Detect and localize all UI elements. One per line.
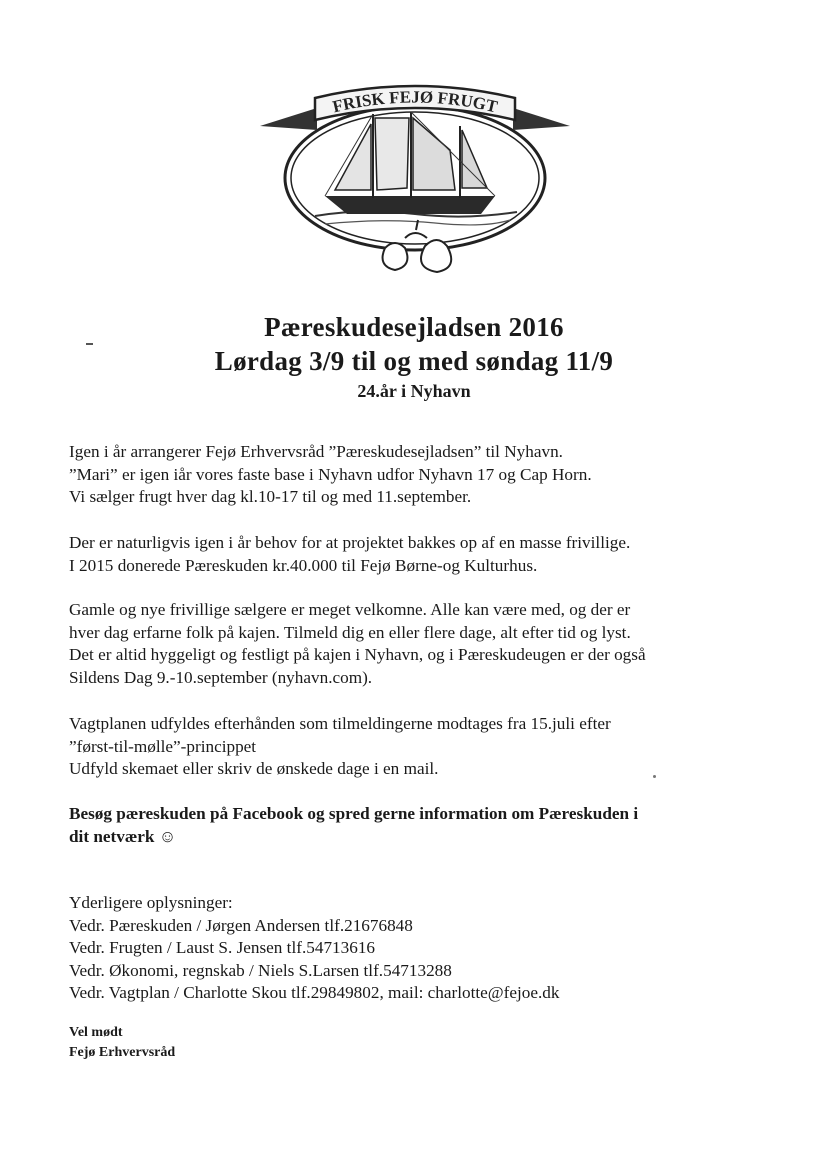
event-dates: Lørdag 3/9 til og med søndag 11/9 — [214, 346, 614, 376]
signoff — [69, 1023, 759, 1063]
text-line: ”først-til-mølle”-princippet — [69, 736, 257, 756]
text-line: Besøg pæreskuden på Facebook og spred gerne information om Pæreskuden i — [69, 804, 639, 823]
sailing-ship-logo — [255, 78, 575, 278]
paragraph-facebook — [69, 803, 759, 848]
text-line: Vi sælger frugt hver dag kl.10-17 til og med 11.september. — [69, 487, 472, 507]
signoff-line: Vel mødt — [69, 1025, 123, 1040]
contact-line: Vedr. Pæreskuden / Jørgen Andersen tlf.21676848 — [69, 915, 413, 935]
text-line: ”Mari” er igen iår vores faste base i Nyhavn udfor Nyhavn 17 og Cap Horn. — [69, 464, 592, 484]
text-line: Igen i år arrangerer Fejø Erhvervsråd ”Pæreskudesejladsen” til Nyhavn. — [69, 442, 563, 461]
text-line: Sildens Dag 9.-10.september (nyhavn.com). — [69, 667, 373, 687]
text-line: Udfyld skemaet eller skriv de ønskede dage i en mail. — [69, 759, 439, 779]
logo-banner-text: FRISK FEJØ FRUGT — [330, 87, 500, 117]
contact-line: Vedr. Frugten / Laust S. Jensen tlf.54713616 — [69, 938, 376, 958]
event-subtitle: 24.år i Nyhavn — [357, 381, 471, 401]
text-line: Det er altid hyggeligt og festligt på kajen i Nyhavn, og i Pæreskudeugen er der også — [69, 645, 646, 665]
text-line: Vagtplanen udfyldes efterhånden som tilmeldingerne modtages fra 15.juli efter — [69, 714, 611, 733]
text-line: I 2015 donerede Pæreskuden kr.40.000 til Fejø Børne-og Kulturhus. — [69, 555, 538, 575]
text-line: Der er naturligvis igen i år behov for at projektet bakkes op af en masse frivillige. — [69, 533, 631, 552]
text-line: hver dag erfarne folk på kajen. Tilmeld dig en eller flere dage, alt efter tid og lyst. — [69, 622, 631, 642]
text-line: dit netværk ☺ — [69, 826, 177, 846]
signoff-org: Fejø Erhvervsråd — [69, 1045, 176, 1060]
text-line: Gamle og nye frivillige sælgere er meget velkomne. Alle kan være med, og der er — [69, 600, 631, 619]
paragraph-schedule — [69, 713, 759, 781]
contact-line: Vedr. Økonomi, regnskab / Niels S.Larsen tlf.54713288 — [69, 960, 452, 980]
scan-mark — [86, 343, 93, 345]
paragraph-volunteers — [69, 532, 759, 577]
contact-line: Vedr. Vagtplan / Charlotte Skou tlf.29849802, mail: charlotte@fejoe.dk — [69, 983, 560, 1003]
contact-list — [69, 892, 759, 1005]
document-title: Pæreskudesejladsen 2016 — [264, 312, 564, 342]
contact-heading: Yderligere oplysninger: — [69, 893, 233, 912]
paragraph-welcome — [69, 599, 759, 689]
paragraph-intro — [69, 441, 759, 509]
